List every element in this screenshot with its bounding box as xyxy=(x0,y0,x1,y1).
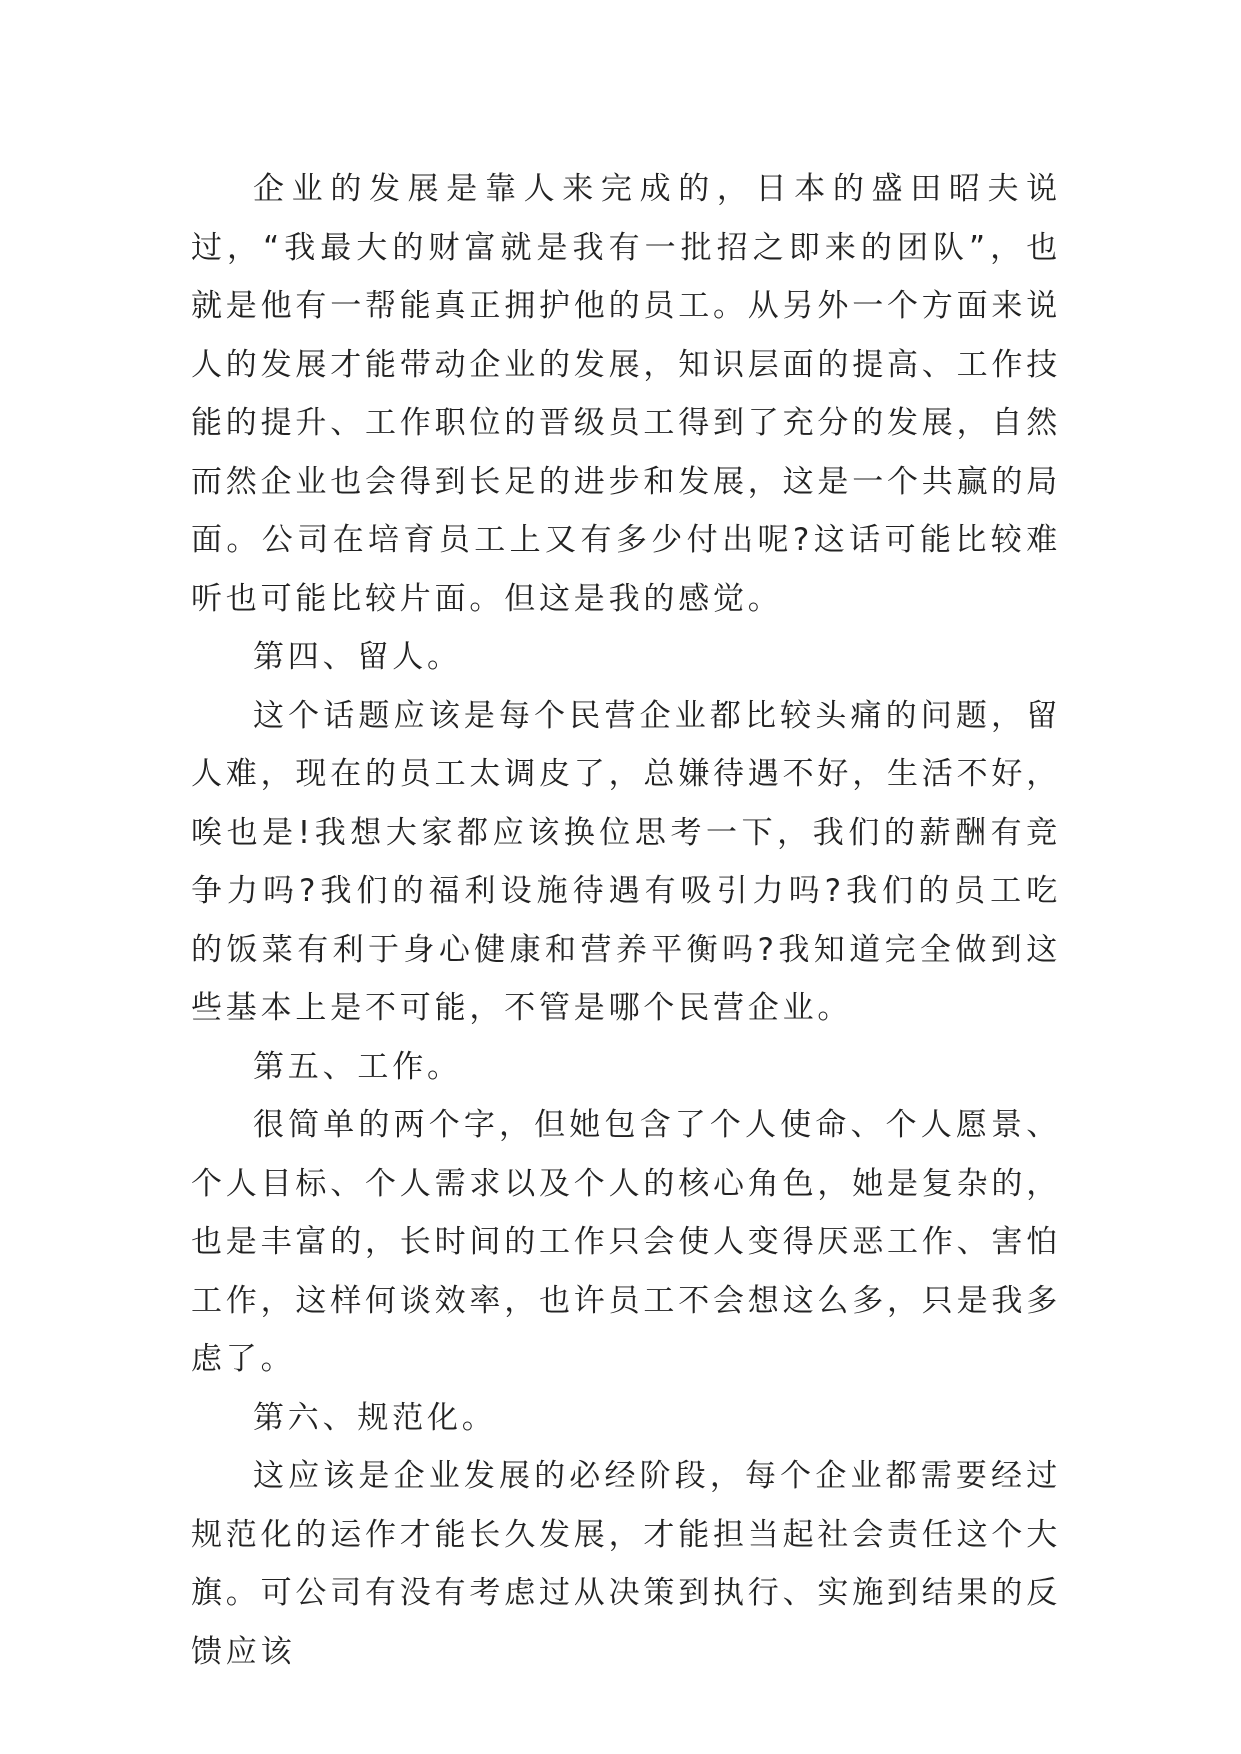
paragraph-work: 很简单的两个字，但她包含了个人使命、个人愿景、个人目标、个人需求以及个人的核心角色，她是复杂的，也是丰富的，长时间的工作只会使人变得厌恶工作、害怕工作，这样何谈效率，也许员工不会想这么多，只是我多虑了。 xyxy=(191,1107,1061,1377)
paragraph-employee-development: 企业的发展是靠人来完成的，日本的盛田昭夫说过，“我最大的财富就是我有一批招之即来的团队”，也就是他有一帮能真正拥护他的员工。从另外一个方面来说人的发展才能带动企业的发展，知识层面的提高、工作技能的提升、工作职位的晋级员工得到了充分的发展，自然而然企业也会得到长足的进步和发展，这是一个共赢的局面。公司在培育员工上又有多少付出呢?这话可能比较难听也可能比较片面。但这是我的感觉。 xyxy=(191,171,1061,617)
section-heading-retention: 第四、留人。 xyxy=(253,639,462,675)
paragraph-standardization: 这应该是企业发展的必经阶段，每个企业都需要经过规范化的运作才能长久发展，才能担当起社会责任这个大旗。可公司有没有考虑过从决策到执行、实施到结果的反馈应该 xyxy=(191,1458,1061,1670)
section-heading-work: 第五、工作。 xyxy=(253,1048,462,1085)
document-body xyxy=(191,160,1061,1681)
section-heading-standardization: 第六、规范化。 xyxy=(253,1399,497,1436)
paragraph-retention: 这个话题应该是每个民营企业都比较头痛的问题，留人难，现在的员工太调皮了，总嫌待遇不好，生活不好，唉也是!我想大家都应该换位思考一下，我们的薪酬有竞争力吗?我们的福利设施待遇有吸引力吗?我们的员工吃的饭菜有利于身心健康和营养平衡吗?我知道完全做到这些基本上是不可能，不管是哪个民营企业。 xyxy=(191,697,1061,1026)
